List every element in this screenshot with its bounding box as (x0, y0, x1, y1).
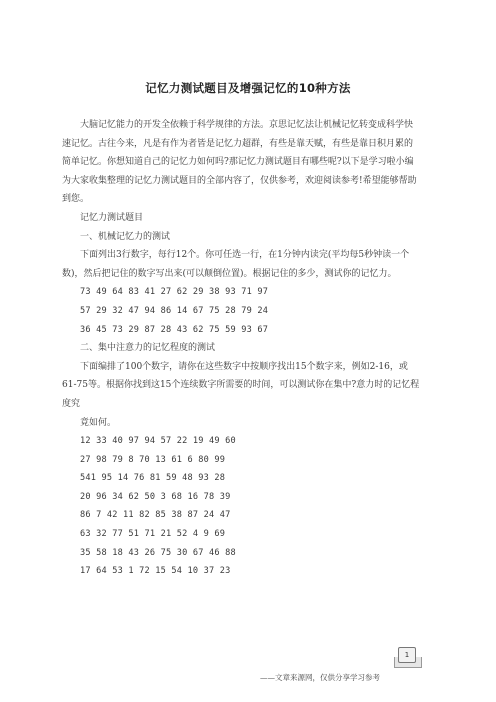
number-row: 20 96 34 62 50 3 68 16 78 39 (80, 491, 231, 502)
section-heading: 记忆力测试题目 (80, 212, 144, 223)
number-row: 541 95 14 76 81 59 48 93 28 (80, 473, 226, 484)
page-number-badge: 1 (398, 647, 416, 663)
number-row: 86 7 42 11 82 85 38 87 24 47 (80, 510, 231, 521)
section1-title: 一、机械记忆力的测试 (80, 231, 171, 242)
number-row: 12 33 40 97 94 57 22 19 49 60 (80, 436, 236, 447)
document-body (62, 116, 420, 581)
number-row: 63 32 77 51 71 21 52 4 9 69 (80, 529, 226, 540)
number-row: 17 64 53 1 72 15 54 10 37 23 (80, 566, 231, 577)
section2-title: 二、集中注意力的记忆程度的测试 (80, 343, 216, 354)
number-row: 57 29 32 47 94 86 14 67 75 28 79 24 (80, 305, 269, 316)
number-row: 73 49 64 83 41 27 62 29 38 93 71 97 (80, 287, 269, 298)
section1-description: 下面列出3行数字，每行12个。你可任选一行，在1分钟内读完(平均每5秒钟读一个数)，然后把记住的数字写出来(可以颠倒位置)。根据记住的多少，测试你的记忆力。 (62, 250, 410, 279)
section2-description: 下面编排了100个数字，请你在这些数字中按顺序找出15个数字来，例如2-16，或61-75等。根据你找到这15个连续数字所需要的时间，可以测试你在集中?意力时的记忆程度究 (62, 361, 420, 409)
footer-note: ——文章来源网，仅供分享学习参考 (260, 673, 380, 682)
intro-paragraph: 大脑记忆能力的开发全依赖于科学规律的方法。京思记忆法让机械记忆转变成科学快速记忆。古往今来，凡是有作为者皆是记忆力超群，有些是靠天赋，有些是靠日积月累的简单记忆。你想知道自己的记忆力如何吗?那记忆力测试题目有哪些呢?以下是学习啦小编为大家收集整理的记忆力测试题目的全部内容了，仅供参考，欢迎阅读参考!希望能够帮助到您。 (62, 120, 417, 205)
section2-description-tail: 竟如何。 (80, 417, 117, 428)
number-row: 35 58 18 43 26 75 30 67 46 88 (80, 547, 236, 558)
number-row: 36 45 73 29 87 28 43 62 75 59 93 67 (80, 324, 269, 335)
number-row: 27 98 79 8 70 13 61 6 80 99 (80, 454, 226, 465)
document-title: 记忆力测试题目及增强记忆的10种方法 (145, 81, 351, 95)
